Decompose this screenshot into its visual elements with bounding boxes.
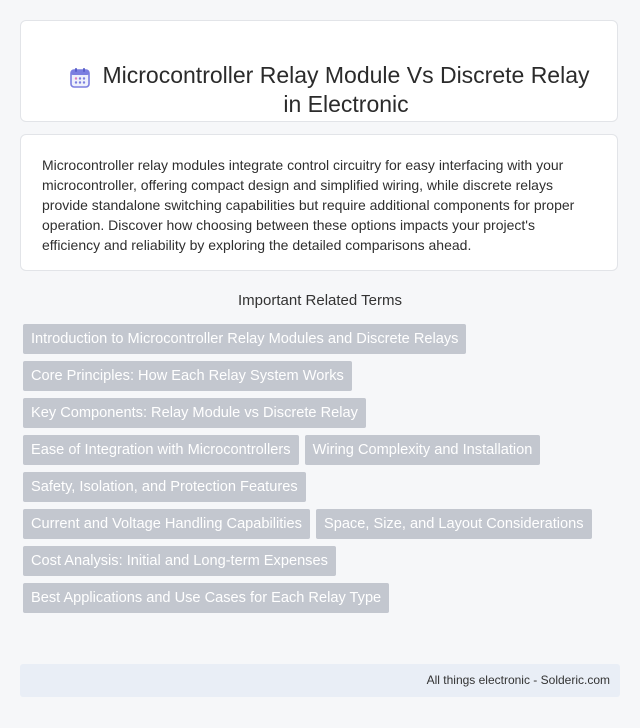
related-terms-heading: Important Related Terms — [238, 292, 402, 309]
related-term-tag[interactable]: Safety, Isolation, and Protection Features — [23, 472, 306, 502]
related-term-tag[interactable]: Best Applications and Use Cases for Each Relay Type — [23, 583, 389, 613]
title-card — [20, 20, 618, 122]
related-term-tag[interactable]: Introduction to Microcontroller Relay Modules and Discrete Relays — [23, 324, 466, 354]
footer-credit: All things electronic - Solderic.com — [426, 673, 610, 687]
related-terms-list — [23, 324, 603, 620]
description-card — [20, 134, 618, 271]
related-term-tag[interactable]: Wiring Complexity and Installation — [305, 435, 541, 465]
related-term-tag[interactable]: Cost Analysis: Initial and Long-term Expenses — [23, 546, 336, 576]
calendar-icon — [69, 67, 91, 89]
related-term-tag[interactable]: Key Components: Relay Module vs Discrete Relay — [23, 398, 366, 428]
page-title: Microcontroller Relay Module Vs Discrete Relay in Electronic — [102, 62, 590, 117]
description-text: Microcontroller relay modules integrate control circuitry for easy interfacing with your microcontroller, offering compact design and simplified wiring, while discrete relays provide standalone switching capabilities but require additional components for proper operation. Discover how choosing between these options impacts your project's efficiency and reliability by exploring the detailed comparisons ahead. — [42, 157, 575, 253]
related-term-tag[interactable]: Core Principles: How Each Relay System Works — [23, 361, 352, 391]
related-term-tag[interactable]: Ease of Integration with Microcontrollers — [23, 435, 299, 465]
footer — [20, 664, 620, 697]
related-term-tag[interactable]: Space, Size, and Layout Considerations — [316, 509, 592, 539]
related-term-tag[interactable]: Current and Voltage Handling Capabilities — [23, 509, 310, 539]
